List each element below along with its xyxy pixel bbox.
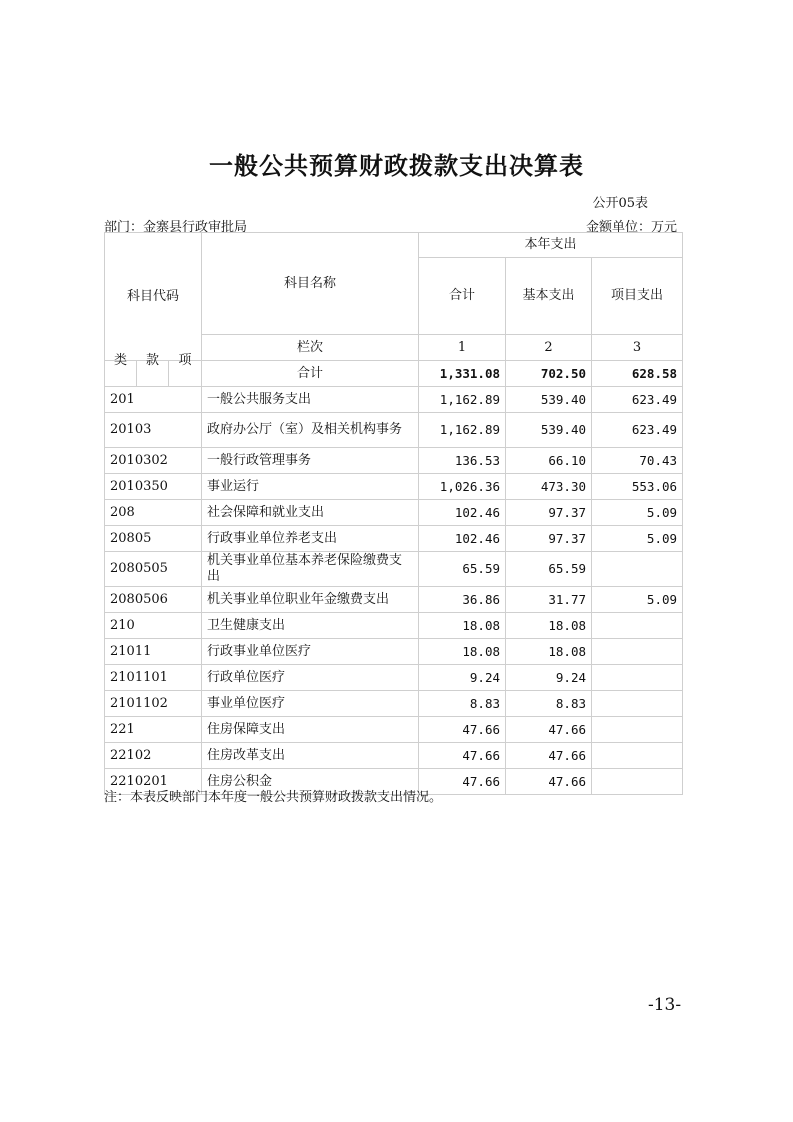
row-project: 70.43	[592, 448, 683, 474]
col-index-1: 1	[419, 335, 506, 361]
row-name: 住房改革支出	[202, 743, 419, 769]
header-total: 合计	[419, 258, 506, 335]
row-code: 201	[105, 387, 202, 413]
table-row	[105, 665, 683, 691]
row-code: 22102	[105, 743, 202, 769]
row-code: 2101101	[105, 665, 202, 691]
row-project: 5.09	[592, 587, 683, 613]
row-basic: 31.77	[506, 587, 592, 613]
row-name: 政府办公厅（室）及相关机构事务	[202, 413, 419, 448]
row-project	[592, 552, 683, 587]
header-project: 项目支出	[592, 258, 683, 335]
row-name: 机关事业单位基本养老保险缴费支出	[202, 552, 419, 587]
row-total: 9.24	[419, 665, 506, 691]
row-project	[592, 613, 683, 639]
row-total: 18.08	[419, 613, 506, 639]
sum-label: 合计	[202, 361, 419, 387]
row-total: 1,026.36	[419, 474, 506, 500]
row-name: 事业单位医疗	[202, 691, 419, 717]
row-basic: 539.40	[506, 387, 592, 413]
row-code: 208	[105, 500, 202, 526]
row-code: 2010350	[105, 474, 202, 500]
page-title: 一般公共预算财政拨款支出决算表	[209, 152, 584, 180]
row-code: 20805	[105, 526, 202, 552]
row-basic: 8.83	[506, 691, 592, 717]
row-project: 623.49	[592, 413, 683, 448]
row-project	[592, 743, 683, 769]
header-name: 科目名称	[202, 233, 419, 335]
header-xiang: 项	[169, 348, 202, 374]
row-basic: 18.08	[506, 639, 592, 665]
row-basic: 65.59	[506, 552, 592, 587]
row-basic: 473.30	[506, 474, 592, 500]
table-row	[105, 743, 683, 769]
row-basic: 9.24	[506, 665, 592, 691]
row-project	[592, 769, 683, 795]
row-basic: 18.08	[506, 613, 592, 639]
row-name: 卫生健康支出	[202, 613, 419, 639]
row-basic: 97.37	[506, 526, 592, 552]
row-total: 1,162.89	[419, 413, 506, 448]
header-kuan: 款	[137, 348, 169, 374]
unit-label: 金额单位：万元	[585, 220, 677, 235]
row-total: 8.83	[419, 691, 506, 717]
header-year-expense: 本年支出	[419, 233, 683, 258]
row-total: 65.59	[419, 552, 506, 587]
table-row	[105, 474, 683, 500]
row-total: 47.66	[419, 769, 506, 795]
row-name: 住房公积金	[202, 769, 419, 795]
row-total: 102.46	[419, 500, 506, 526]
row-basic: 539.40	[506, 413, 592, 448]
table-row	[105, 587, 683, 613]
row-name: 行政事业单位养老支出	[202, 526, 419, 552]
table-row	[105, 387, 683, 413]
row-project: 623.49	[592, 387, 683, 413]
row-basic: 47.66	[506, 743, 592, 769]
row-code: 2101102	[105, 691, 202, 717]
header-code: 科目代码	[105, 233, 202, 361]
row-total: 47.66	[419, 717, 506, 743]
header-basic: 基本支出	[506, 258, 592, 335]
row-code: 210	[105, 613, 202, 639]
row-total: 136.53	[419, 448, 506, 474]
table-row	[105, 613, 683, 639]
row-code: 2080506	[105, 587, 202, 613]
row-name: 行政单位医疗	[202, 665, 419, 691]
row-project: 5.09	[592, 526, 683, 552]
row-name: 一般行政管理事务	[202, 448, 419, 474]
table-row	[105, 500, 683, 526]
form-number: 公开05表	[592, 196, 648, 211]
row-name: 一般公共服务支出	[202, 387, 419, 413]
department-label: 部门：金寨县行政审批局	[104, 220, 248, 235]
row-basic: 47.66	[506, 769, 592, 795]
footnote: 注：本表反映部门本年度一般公共预算财政拨款支出情况。	[104, 790, 443, 805]
header-lanci: 栏次	[202, 335, 419, 361]
table-row	[105, 526, 683, 552]
row-basic: 66.10	[506, 448, 592, 474]
row-total: 18.08	[419, 639, 506, 665]
row-total: 102.46	[419, 526, 506, 552]
row-code: 2010302	[105, 448, 202, 474]
sum-basic: 702.50	[506, 361, 592, 387]
row-code: 20103	[105, 413, 202, 448]
row-name: 社会保障和就业支出	[202, 500, 419, 526]
row-name: 住房保障支出	[202, 717, 419, 743]
row-project: 553.06	[592, 474, 683, 500]
col-index-3: 3	[592, 335, 683, 361]
page-number: -13-	[648, 995, 682, 1015]
table-row	[105, 552, 683, 587]
row-code: 21011	[105, 639, 202, 665]
table-row	[105, 717, 683, 743]
row-code: 2080505	[105, 552, 202, 587]
row-project	[592, 691, 683, 717]
table-row	[105, 691, 683, 717]
table-row	[105, 639, 683, 665]
sum-project: 628.58	[592, 361, 683, 387]
row-project	[592, 717, 683, 743]
table-row	[105, 413, 683, 448]
row-project	[592, 665, 683, 691]
row-code: 2210201	[105, 769, 202, 795]
row-code: 221	[105, 717, 202, 743]
table-row	[105, 448, 683, 474]
row-total: 1,162.89	[419, 387, 506, 413]
col-index-2: 2	[506, 335, 592, 361]
row-name: 事业运行	[202, 474, 419, 500]
row-name: 行政事业单位医疗	[202, 639, 419, 665]
row-name: 机关事业单位职业年金缴费支出	[202, 587, 419, 613]
sum-total: 1,331.08	[419, 361, 506, 387]
row-basic: 47.66	[506, 717, 592, 743]
row-total: 47.66	[419, 743, 506, 769]
row-total: 36.86	[419, 587, 506, 613]
expenditure-table	[104, 232, 683, 795]
row-project	[592, 639, 683, 665]
header-lei: 类	[105, 348, 137, 374]
row-project: 5.09	[592, 500, 683, 526]
row-basic: 97.37	[506, 500, 592, 526]
